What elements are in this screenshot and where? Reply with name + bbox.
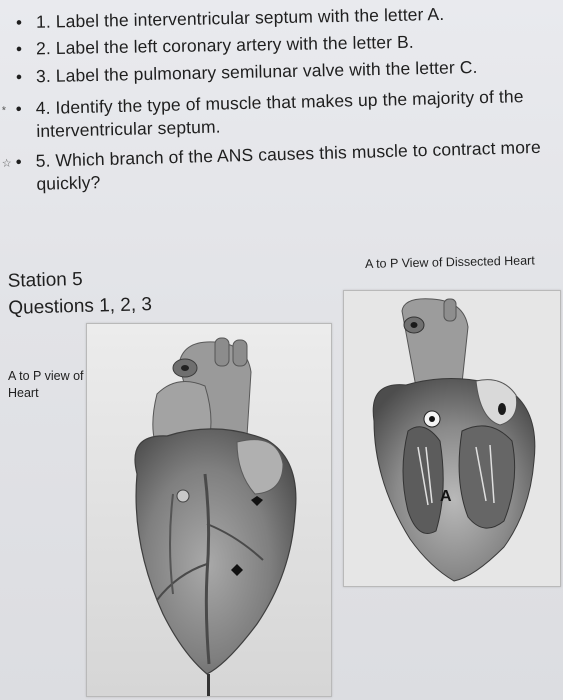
station-heading xyxy=(7,264,152,322)
dissected-heart-illustration xyxy=(344,291,560,586)
question-3 xyxy=(14,54,554,88)
bullet: • xyxy=(15,99,23,119)
heart-photo-anterior xyxy=(86,323,332,697)
question-4-text: 4. Identify the type of muscle that makes up the majority of the interventricular septum. xyxy=(35,86,524,142)
question-5-text: 5. Which branch of the ANS causes this muscle to contract more quickly? xyxy=(35,136,542,194)
right-photo-caption: A to P View of Dissected Heart xyxy=(364,253,535,271)
bullet: • xyxy=(15,67,23,87)
star-mark: ☆ xyxy=(1,157,12,170)
asterisk-mark: * xyxy=(1,104,7,117)
bullet: • xyxy=(15,152,23,172)
bullet: • xyxy=(15,39,23,59)
heart-photo-dissected xyxy=(343,290,561,587)
question-5 xyxy=(1,135,554,196)
question-4 xyxy=(1,84,555,143)
question-list xyxy=(1,3,554,194)
station-name: Station 5 xyxy=(7,268,83,292)
station-questions: Questions 1, 2, 3 xyxy=(8,294,153,319)
heart-model-illustration xyxy=(87,324,331,696)
bullet: • xyxy=(15,13,23,33)
question-1-text: 1. Label the interventricular septum with the letter A. xyxy=(35,3,445,32)
label-a: A xyxy=(440,488,452,505)
left-photo-caption: A to P view of Heart xyxy=(8,369,84,400)
question-3-text: 3. Label the pulmonary semilunar valve with the letter C. xyxy=(35,56,478,87)
question-2-text: 2. Label the left coronary artery with the letter B. xyxy=(35,31,414,59)
